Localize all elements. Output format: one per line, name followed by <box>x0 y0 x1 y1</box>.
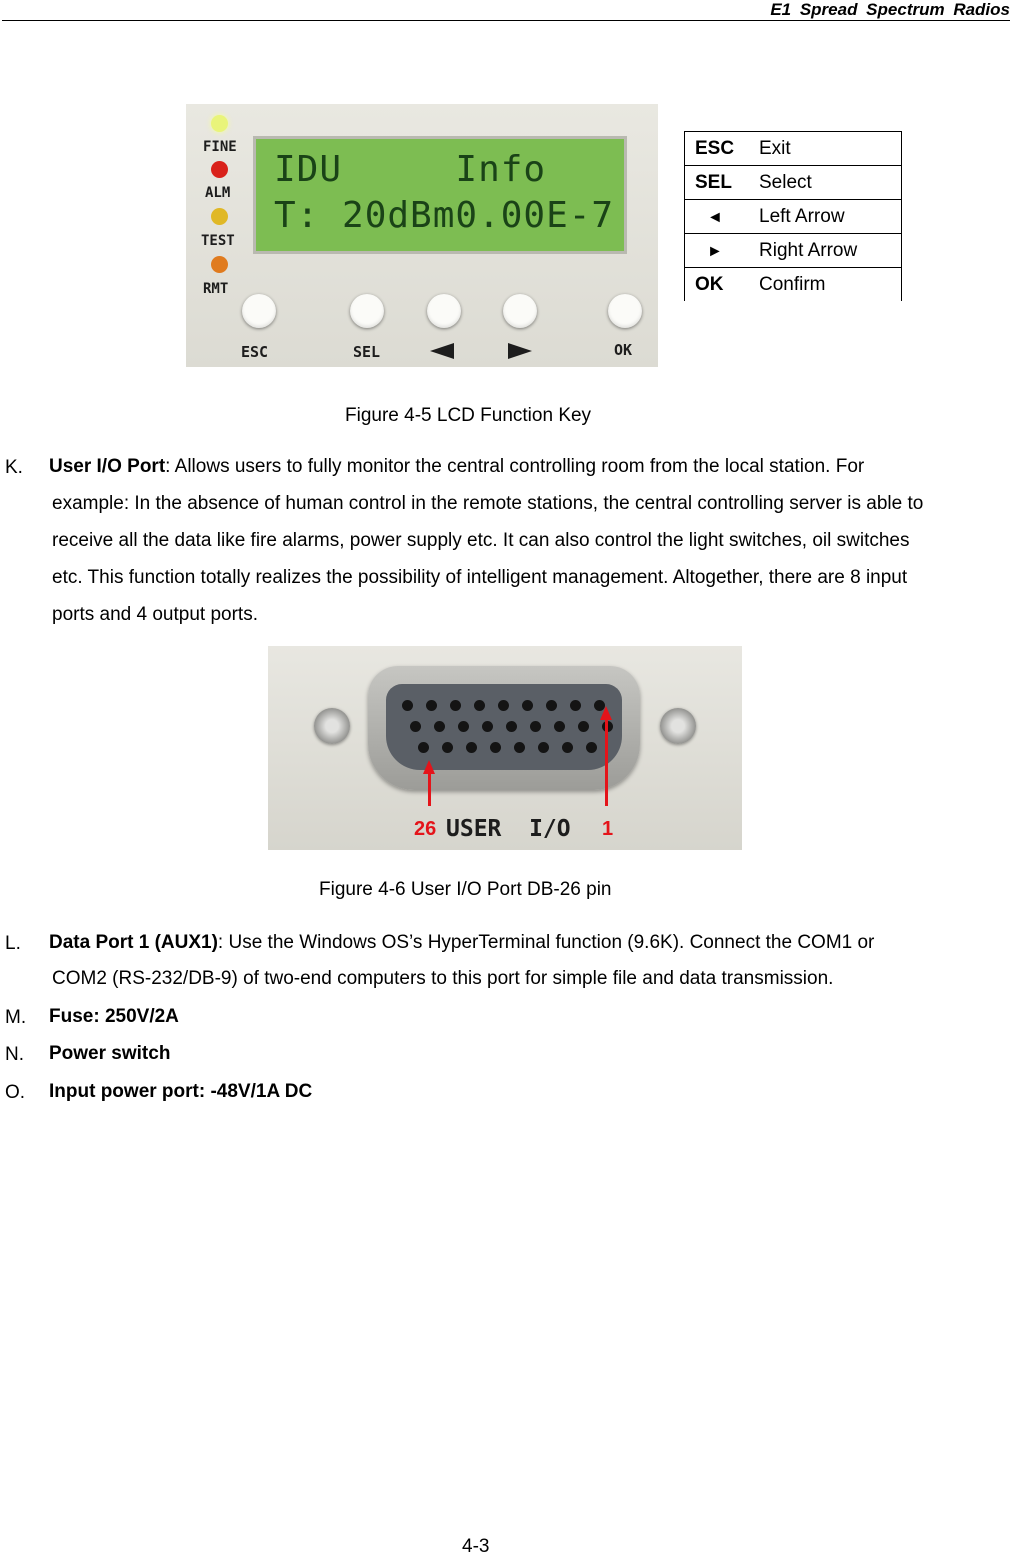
pin-hole <box>474 700 485 711</box>
item-k-term: User I/O Port <box>49 456 166 477</box>
pin-hole <box>570 700 581 711</box>
running-header: E1 Spread Spectrum Radios <box>770 0 1010 19</box>
item-k-line-2: example: In the absence of human control in the remote stations, the central controlling server is able to <box>52 493 924 514</box>
right-arrow-icon <box>508 343 532 359</box>
pin-26-arrow-head-icon <box>423 760 435 774</box>
figure-4-5-caption: Figure 4-5 LCD Function Key <box>345 405 592 426</box>
page-number: 4-3 <box>462 1536 490 1557</box>
led-label-test: TEST <box>201 233 235 249</box>
key-name: ► <box>707 242 723 260</box>
pin-hole <box>554 721 565 732</box>
item-k-line-3: receive all the data like fire alarms, power supply etc. It can also control the light switches, oil switches <box>52 530 910 551</box>
key-name: SEL <box>695 171 732 193</box>
pin-hole <box>418 742 429 753</box>
item-o-term: Input power port: -48V/1A DC <box>49 1081 313 1102</box>
ok-key[interactable] <box>608 294 642 328</box>
pin-hole <box>522 700 533 711</box>
key-description: Select <box>759 171 812 193</box>
pin-hole <box>538 742 549 753</box>
pin-hole <box>578 721 589 732</box>
alm-led-icon <box>211 161 228 178</box>
key-name: ◄ <box>707 208 723 226</box>
pin-hole <box>458 721 469 732</box>
figure-4-6-caption: Figure 4-6 User I/O Port DB-26 pin <box>319 879 612 900</box>
pin-hole <box>426 700 437 711</box>
key-name: ESC <box>695 137 735 159</box>
item-k-letter: K. <box>5 457 23 478</box>
pin-hole <box>466 742 477 753</box>
led-label-alm: ALM <box>205 185 231 201</box>
header-rule <box>2 20 1010 21</box>
key-description: Exit <box>759 137 791 159</box>
ok-key-label: OK <box>614 341 633 359</box>
pin-hole <box>562 742 573 753</box>
item-l-letter: L. <box>5 933 21 954</box>
left-arrow-key[interactable] <box>427 294 461 328</box>
led-label-fine: FINE <box>203 139 237 155</box>
pin-hole <box>586 742 597 753</box>
user-io-label: USER I/O <box>446 816 571 842</box>
key-description: Left Arrow <box>759 205 845 227</box>
pin-hole <box>506 721 517 732</box>
lcd-screen <box>253 136 627 254</box>
pin-1-arrow-shaft <box>605 718 608 806</box>
pin-26-arrow-shaft <box>428 772 431 806</box>
item-k-line-5: ports and 4 output ports. <box>52 604 258 625</box>
key-description: Right Arrow <box>759 239 858 261</box>
pin-hole <box>450 700 461 711</box>
item-l-line-1 <box>49 924 874 961</box>
function-key-table <box>684 131 902 301</box>
pin-hole <box>514 742 525 753</box>
pin-hole <box>530 721 541 732</box>
db26-pin-insert <box>386 684 622 770</box>
pin-hole <box>498 700 509 711</box>
pin-hole <box>402 700 413 711</box>
item-m-term: Fuse: 250V/2A <box>49 1006 179 1027</box>
table-row <box>685 234 902 268</box>
item-l-line-2: COM2 (RS-232/DB-9) of two-end computers to this port for simple file and data transmission. <box>52 968 834 989</box>
rmt-led-icon <box>211 256 228 273</box>
table-row <box>685 132 902 166</box>
item-n-letter: N. <box>5 1044 24 1065</box>
esc-key[interactable] <box>242 294 276 328</box>
pin-hole <box>442 742 453 753</box>
key-name: OK <box>695 273 724 295</box>
pin-1-arrow-head-icon <box>600 706 612 720</box>
item-l-term: Data Port 1 (AUX1) <box>49 932 218 953</box>
item-o-letter: O. <box>5 1082 26 1103</box>
right-screw-icon <box>660 708 696 744</box>
right-arrow-key[interactable] <box>503 294 537 328</box>
pin-hole <box>482 721 493 732</box>
item-k-text: : Allows users to fully monitor the central controlling room from the local station. For <box>165 456 865 477</box>
item-k-line-4: etc. This function totally realizes the possibility of intelligent management. Altogether, there are 8 input <box>52 567 908 588</box>
led-label-rmt: RMT <box>203 281 229 297</box>
pin-26-label: 26 <box>414 818 437 840</box>
key-description: Confirm <box>759 273 826 295</box>
sel-key-label: SEL <box>353 343 381 361</box>
table-row <box>685 200 902 234</box>
test-led-icon <box>211 208 228 225</box>
item-n-term: Power switch <box>49 1043 171 1064</box>
lcd-panel-photo <box>186 104 658 367</box>
pin-1-label: 1 <box>602 818 614 840</box>
left-arrow-icon <box>430 343 454 359</box>
lcd-line-2: T: 20dBm0.00E-7 <box>274 195 615 236</box>
pin-hole <box>410 721 421 732</box>
item-l-text: : Use the Windows OS’s HyperTerminal function (9.6K). Connect the COM1 or <box>217 932 875 953</box>
left-screw-icon <box>314 708 350 744</box>
table-row <box>685 268 902 302</box>
fine-led-icon <box>211 115 228 132</box>
item-k-line-1 <box>49 448 864 485</box>
table-row <box>685 166 902 200</box>
sel-key[interactable] <box>350 294 384 328</box>
item-m-letter: M. <box>5 1007 27 1028</box>
db26-port-photo <box>268 646 742 850</box>
pin-hole <box>434 721 445 732</box>
esc-key-label: ESC <box>241 343 269 361</box>
pin-hole <box>546 700 557 711</box>
pin-hole <box>490 742 501 753</box>
lcd-line-1: IDU Info <box>274 149 547 190</box>
